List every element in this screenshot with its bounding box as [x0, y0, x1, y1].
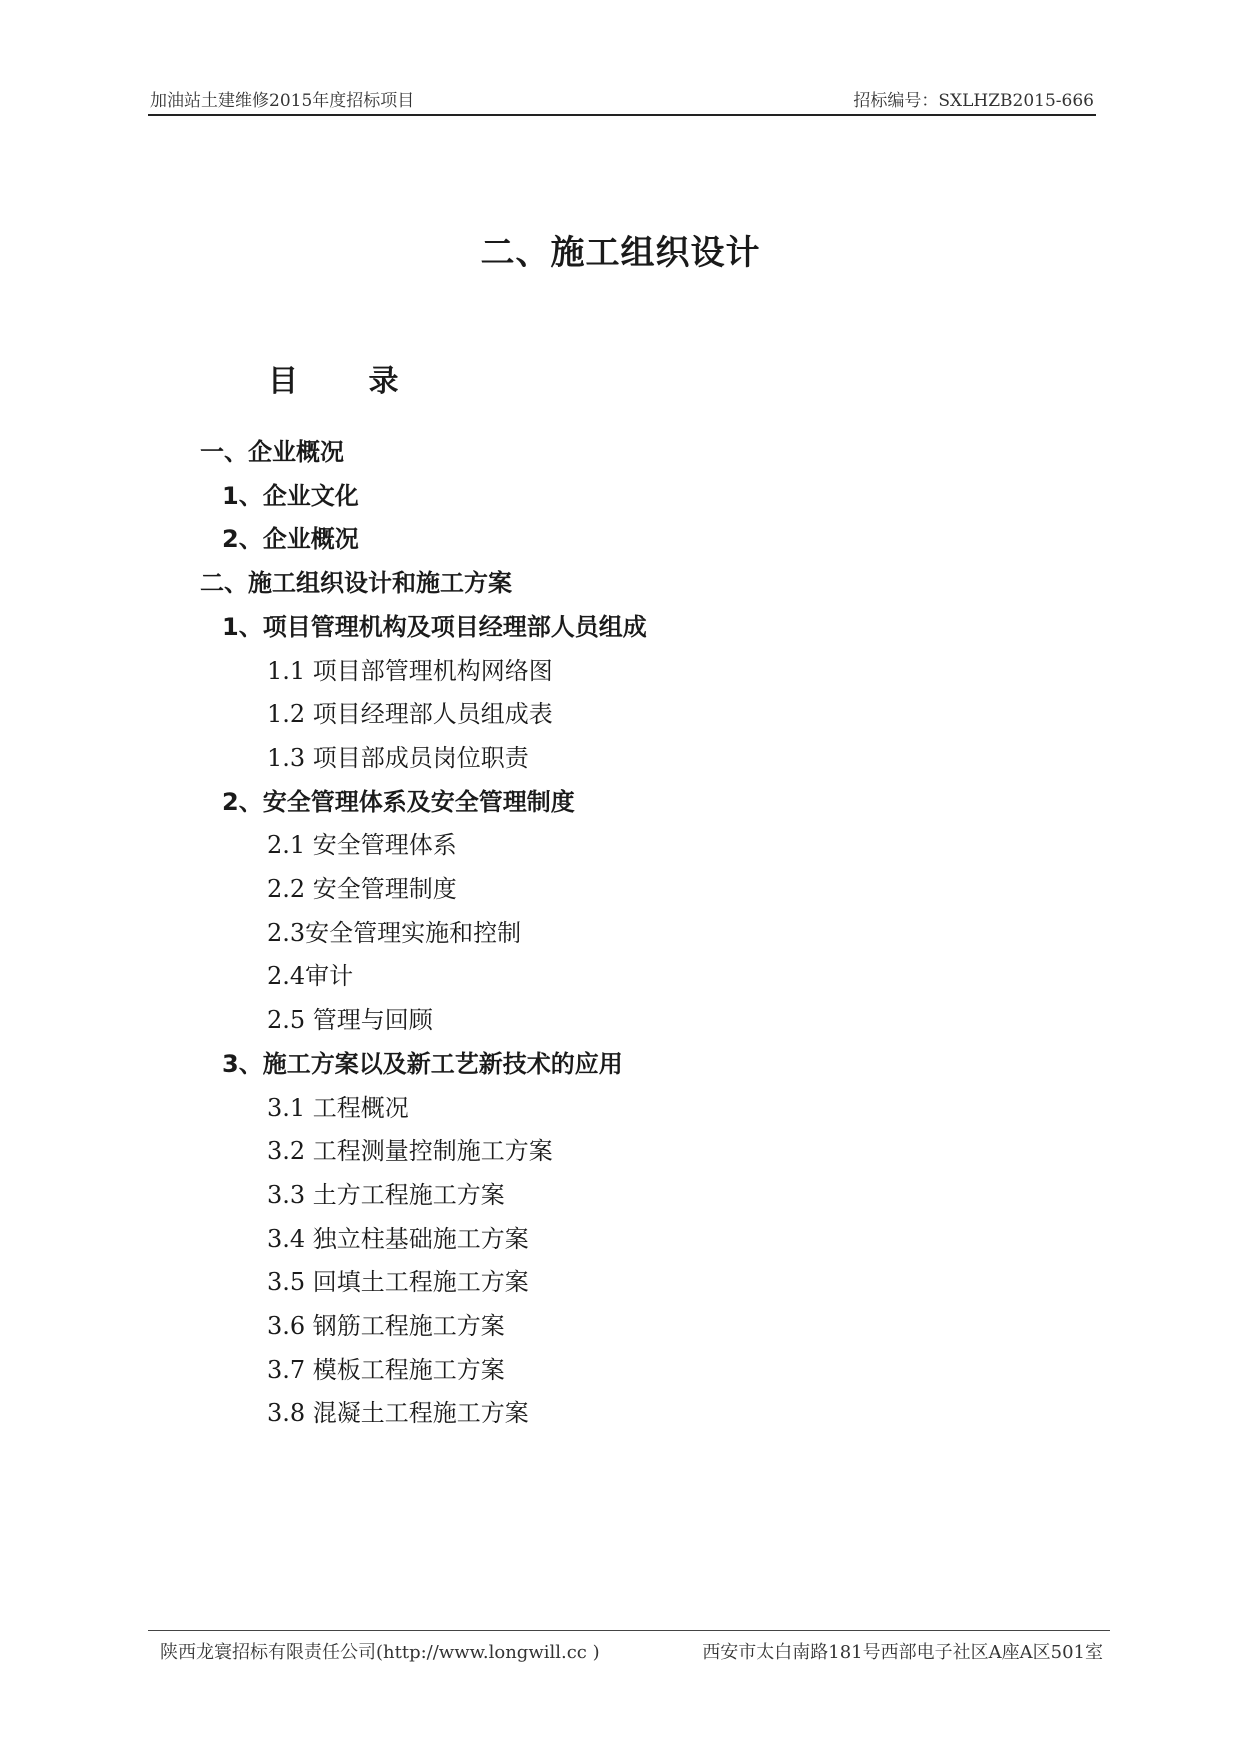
footer-divider — [148, 1630, 1110, 1631]
header-project-name: 加油站土建维修2015年度招标项目 — [150, 91, 415, 111]
toc-entry-level-1[interactable]: 一、企业概况 — [200, 438, 344, 466]
toc-entry-level-1[interactable]: 二、施工组织设计和施工方案 — [200, 569, 512, 597]
toc-entry-level-3[interactable]: 2.2 安全管理制度 — [267, 875, 457, 903]
toc-entry-level-2[interactable]: 1、项目管理机构及项目经理部人员组成 — [222, 613, 647, 641]
toc-entry-level-3[interactable]: 1.1 项目部管理机构网络图 — [267, 657, 553, 685]
page-title: 二、施工组织设计 — [480, 233, 761, 273]
toc-entry-level-2[interactable]: 2、安全管理体系及安全管理制度 — [222, 788, 575, 816]
toc-entry-level-3[interactable]: 2.5 管理与回顾 — [267, 1006, 433, 1034]
header-divider — [148, 114, 1096, 116]
footer-company: 陕西龙寰招标有限责任公司(http://www.longwill.cc ) — [160, 1642, 600, 1663]
page-header — [148, 86, 1096, 116]
toc-heading: 目 录 — [268, 364, 429, 399]
toc-entry-level-3[interactable]: 3.4 独立柱基础施工方案 — [267, 1225, 529, 1253]
toc-entry-level-2[interactable]: 3、施工方案以及新工艺新技术的应用 — [222, 1050, 623, 1078]
toc-entry-level-3[interactable]: 3.5 回填土工程施工方案 — [267, 1268, 529, 1296]
toc-entry-level-3[interactable]: 3.6 钢筋工程施工方案 — [267, 1312, 505, 1340]
toc-entry-level-2[interactable]: 1、企业文化 — [222, 482, 359, 510]
toc-entry-level-3[interactable]: 3.3 土方工程施工方案 — [267, 1181, 505, 1209]
toc-entry-level-3[interactable]: 1.3 项目部成员岗位职责 — [267, 744, 529, 772]
toc-entry-level-3[interactable]: 3.7 模板工程施工方案 — [267, 1356, 505, 1384]
toc-entry-level-3[interactable]: 2.4审计 — [267, 962, 354, 990]
toc-entry-level-3[interactable]: 2.1 安全管理体系 — [267, 831, 457, 859]
toc-entry-level-3[interactable]: 2.3安全管理实施和控制 — [267, 919, 522, 947]
header-tender-number: 招标编号：SXLHZB2015-666 — [853, 91, 1094, 111]
toc-entry-level-3[interactable]: 3.1 工程概况 — [267, 1094, 409, 1122]
toc-entry-level-2[interactable]: 2、企业概况 — [222, 525, 359, 553]
toc-entry-level-3[interactable]: 3.8 混凝土工程施工方案 — [267, 1399, 529, 1427]
toc-entry-level-3[interactable]: 3.2 工程测量控制施工方案 — [267, 1137, 553, 1165]
footer-address: 西安市太白南路181号西部电子社区A座A区501室 — [702, 1642, 1103, 1663]
toc-entry-level-3[interactable]: 1.2 项目经理部人员组成表 — [267, 700, 553, 728]
